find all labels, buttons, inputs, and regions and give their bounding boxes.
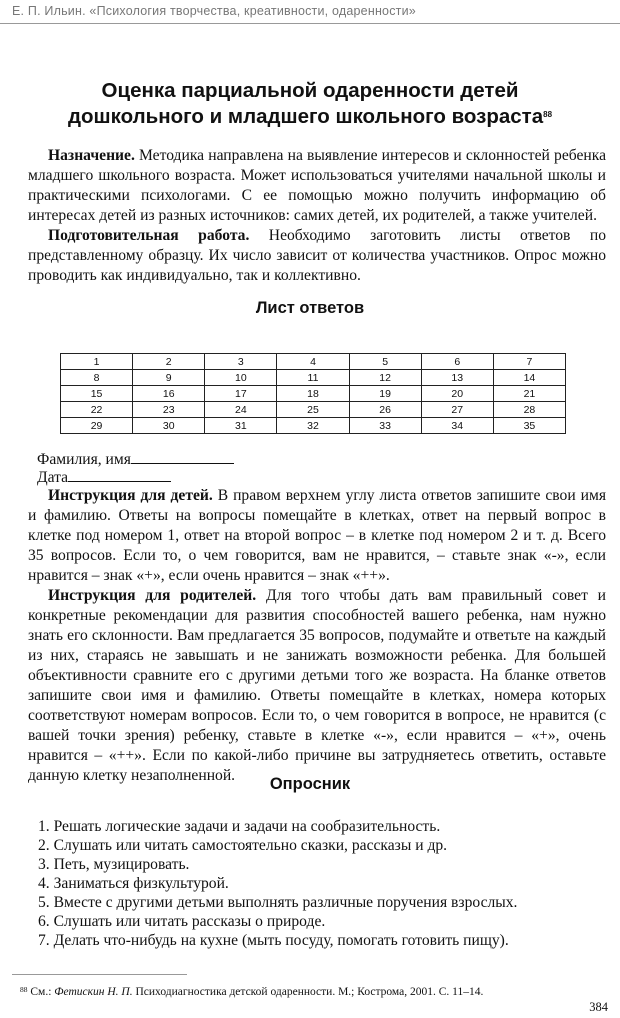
preparation-label: Подготовительная работа. — [48, 227, 250, 244]
answer-cell: 25 — [277, 402, 349, 418]
answer-row — [61, 402, 566, 418]
title-line-1: Оценка парциальной одаренности детей — [101, 79, 519, 102]
answer-cell: 11 — [277, 370, 349, 386]
title-line-2 — [0, 104, 620, 130]
answer-cell: 29 — [61, 418, 133, 434]
instruction-parents-paragraph — [28, 586, 606, 786]
questionnaire-item: 6. Слушать или читать рассказы о природе. — [38, 913, 326, 930]
answer-cell: 23 — [133, 402, 205, 418]
answer-row — [61, 354, 566, 370]
footnote-author: Фетискин Н. П. — [54, 986, 133, 998]
answer-cell: 16 — [133, 386, 205, 402]
answer-cell: 24 — [205, 402, 277, 418]
purpose-text: Методика направлена на выявление интересов и склонностей ребенка младшего школьного возраста. Может использоваться учителями начальной школы и практическими психологами. С ее помощью можно получить информацию об интересах детей из разных источников: самих детей, их родителей, а также учителей. — [28, 147, 606, 224]
questionnaire-item: 5. Вместе с другими детьми выполнять различные поручения взрослых. — [38, 894, 518, 911]
answer-cell: 31 — [205, 418, 277, 434]
answer-sheet-title: Лист ответов — [255, 299, 365, 317]
footnote-number: 88 — [20, 985, 28, 994]
answer-cell: 8 — [61, 370, 133, 386]
instructions-text — [28, 486, 606, 786]
header-divider — [0, 23, 620, 24]
answer-cell: 3 — [205, 354, 277, 370]
answer-cell: 5 — [349, 354, 421, 370]
answer-cell: 17 — [205, 386, 277, 402]
footnote-text: Психодиагностика детской одаренности. М.; Кострома, 2001. С. 11–14. — [132, 986, 484, 998]
preparation-paragraph — [28, 226, 606, 286]
answer-cell: 35 — [493, 418, 565, 434]
answer-cell: 28 — [493, 402, 565, 418]
answer-cell: 20 — [421, 386, 493, 402]
answer-cell: 19 — [349, 386, 421, 402]
purpose-paragraph — [28, 146, 606, 226]
answer-cell: 15 — [61, 386, 133, 402]
questionnaire-item: 2. Слушать или читать самостоятельно сказки, рассказы и др. — [38, 837, 448, 854]
date-field — [37, 467, 171, 488]
answer-cell: 1 — [61, 354, 133, 370]
footnote — [20, 986, 483, 998]
running-head: Е. П. Ильин. «Психология творчества, креативности, одаренности» — [12, 4, 416, 18]
purpose-label: Назначение. — [48, 147, 135, 164]
date-blank — [68, 467, 171, 482]
instruction-children-paragraph — [28, 486, 606, 586]
questionnaire-item: 1. Решать логические задачи и задачи на сообразительность. — [38, 818, 441, 835]
name-label: Фамилия, имя — [37, 451, 131, 468]
answer-cell: 32 — [277, 418, 349, 434]
answer-cell: 13 — [421, 370, 493, 386]
answer-row — [61, 386, 566, 402]
date-label: Дата — [37, 469, 69, 486]
answer-cell: 33 — [349, 418, 421, 434]
answer-cell: 10 — [205, 370, 277, 386]
page-number: 384 — [589, 1000, 608, 1014]
instruction-parents-label: Инструкция для родителей. — [48, 587, 257, 604]
questionnaire-list — [38, 817, 517, 950]
footnote-prefix: См.: — [27, 986, 55, 998]
preparation-text: Необходимо заготовить листы ответов по представленному образцу. Их число зависит от количества участников. Опрос можно проводить как индивидуально, так и коллективно. — [28, 227, 606, 284]
answer-cell: 6 — [421, 354, 493, 370]
questionnaire-item: 3. Петь, музицировать. — [38, 856, 190, 873]
questionnaire-title: Опросник — [269, 775, 351, 793]
answer-cell: 27 — [421, 402, 493, 418]
answer-cell: 7 — [493, 354, 565, 370]
intro-text — [28, 146, 606, 286]
answer-row — [61, 418, 566, 434]
answer-cell: 2 — [133, 354, 205, 370]
answer-cell: 34 — [421, 418, 493, 434]
footnote-divider — [12, 974, 187, 975]
questionnaire-item: 7. Делать что-нибудь на кухне (мыть посуду, помогать готовить пищу). — [38, 932, 509, 949]
title-footnote-ref: 88 — [543, 110, 553, 119]
answer-cell: 22 — [61, 402, 133, 418]
answer-cell: 18 — [277, 386, 349, 402]
instruction-parents-text: Для того чтобы дать вам правильный совет и конкретные рекомендации для развития способностей вашего ребенка, нам нужно знать его склонности. Вам предлагается 35 вопросов, подумайте и ответьте на каждый из них, стараясь не завышать и не занижать возможности ребенка. Для большей объективности сравните его с другими детьми того же возраста. На бланке ответов запишите свои имя и фамилию. Ответы помещайте в клетках, номера которых соответствуют номерам вопросов. Если то, о чем говорится в вопросе, не нравится (с вашей точки зрения) ребенку, ставьте в клетке «-», если нравится – «+», очень нравится – «++». Если по какой-либо причине вы затрудняетесь ответить, оставьте данную клетку незаполненной. — [28, 587, 607, 784]
instruction-children-label: Инструкция для детей. — [48, 487, 213, 504]
answer-sheet-table — [60, 353, 566, 434]
answer-cell: 14 — [493, 370, 565, 386]
answer-cell: 26 — [349, 402, 421, 418]
instruction-children-text: В правом верхнем углу листа ответов запишите свои имя и фамилию. Ответы на вопросы помещайте в клетках, ответ на первый вопрос в клетке под номером 1, ответ на второй вопрос – в клетке под номером 2 и т. д. Всего 35 вопросов. Если то, о чем говорится, вам не нравится, – ставьте знак «-», если нравится – знак «+», если очень нравится – знак «++». — [28, 487, 606, 584]
answer-cell: 30 — [133, 418, 205, 434]
answer-cell: 4 — [277, 354, 349, 370]
answer-cell: 9 — [133, 370, 205, 386]
answer-cell: 21 — [493, 386, 565, 402]
title-line-2-text: дошкольного и младшего школьного возраста — [67, 105, 544, 128]
answer-cell: 12 — [349, 370, 421, 386]
name-blank — [131, 449, 234, 464]
answer-row — [61, 370, 566, 386]
page-title — [0, 78, 620, 130]
questionnaire-item: 4. Заниматься физкультурой. — [38, 875, 229, 892]
